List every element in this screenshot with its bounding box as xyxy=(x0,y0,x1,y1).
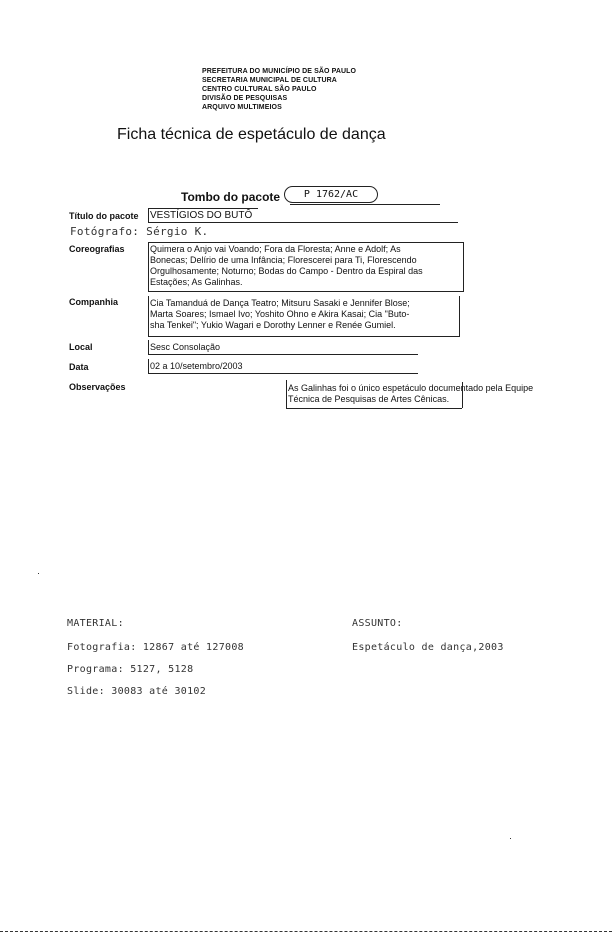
assunto-value: Espetáculo de dança,2003 xyxy=(352,642,504,653)
header-line-2: SECRETARIA MUNICIPAL DE CULTURA xyxy=(202,77,337,84)
observacoes-box-left xyxy=(286,380,287,408)
scan-bottom-edge xyxy=(0,931,612,932)
material-label: MATERIAL: xyxy=(67,618,124,629)
header-line-4: DIVISÃO DE PESQUISAS xyxy=(202,95,288,102)
companhia-text xyxy=(150,298,458,331)
titulo-value: VESTÍGIOS DO BUTÔ xyxy=(150,210,253,221)
coreografias-label: Coreografias xyxy=(69,244,125,254)
titulo-box-left xyxy=(148,208,149,222)
data-label: Data xyxy=(69,362,89,372)
companhia-box-right xyxy=(459,296,460,336)
titulo-box-top xyxy=(148,208,258,209)
coreografias-line-3: Orgulhosamente; Noturno; Bodas do Campo - Dentro da Espiral das xyxy=(150,266,423,276)
companhia-box-left xyxy=(148,296,149,336)
local-underline xyxy=(148,354,418,355)
data-underline xyxy=(148,373,418,374)
scan-speck xyxy=(38,573,39,574)
companhia-label: Companhia xyxy=(69,297,119,307)
fotografo-line: Fotógrafo: Sérgio K. xyxy=(70,225,209,238)
tombo-underline xyxy=(290,204,440,205)
slide-line: Slide: 30083 até 30102 xyxy=(67,686,207,697)
companhia-underline xyxy=(148,336,460,337)
coreografias-line-2: Bonecas; Delírio de uma Infância; Florescerei para Ti, Florescendo xyxy=(150,255,417,265)
data-box-left xyxy=(148,359,149,373)
coreografias-text xyxy=(150,244,462,288)
observacoes-label: Observações xyxy=(69,382,126,392)
titulo-label: Título do pacote xyxy=(69,211,139,221)
local-box-left xyxy=(148,340,149,354)
observacoes-line-1: As Galinhas foi o único espetáculo documentado pela Equipe xyxy=(288,383,534,393)
programa-line: Programa: 5127, 5128 xyxy=(67,664,194,675)
page-title: Ficha técnica de espetáculo de dança xyxy=(117,126,386,143)
local-value: Sesc Consolação xyxy=(150,342,221,352)
local-label: Local xyxy=(69,342,93,352)
observacoes-line-2: Técnica de Pesquisas de Artes Cênicas. xyxy=(288,394,450,404)
data-value: 02 a 10/setembro/2003 xyxy=(150,361,243,371)
observacoes-text xyxy=(288,383,534,405)
tombo-label: Tombo do pacote xyxy=(181,190,281,204)
companhia-line-3: sha Tenkei"; Yukio Wagari e Dorothy Lenner e Renée Gumiel. xyxy=(150,320,396,330)
companhia-line-1: Cia Tamanduá de Dança Teatro; Mitsuru Sasaki e Jennifer Blose; xyxy=(150,298,410,308)
header-line-3: CENTRO CULTURAL SÃO PAULO xyxy=(202,86,317,93)
coreografias-line-4: Estações; As Galinhas. xyxy=(150,277,243,287)
titulo-underline xyxy=(148,222,458,223)
header-line-5: ARQUIVO MULTIMEIOS xyxy=(202,104,282,111)
fotografia-line: Fotografia: 12867 até 127008 xyxy=(67,642,244,653)
coreografias-line-1: Quimera o Anjo vai Voando; Fora da Floresta; Anne e Adolf; As xyxy=(150,244,401,254)
companhia-line-2: Marta Soares; Ismael Ivo; Yoshito Ohno e Akira Kasai; Cia "Buto- xyxy=(150,309,410,319)
assunto-label: ASSUNTO: xyxy=(352,618,403,629)
tombo-stamp: P 1762/AC xyxy=(284,186,378,203)
observacoes-underline xyxy=(286,408,462,409)
header-line-1: PREFEITURA DO MUNICÍPIO DE SÃO PAULO xyxy=(202,68,357,75)
scan-speck xyxy=(510,838,511,839)
